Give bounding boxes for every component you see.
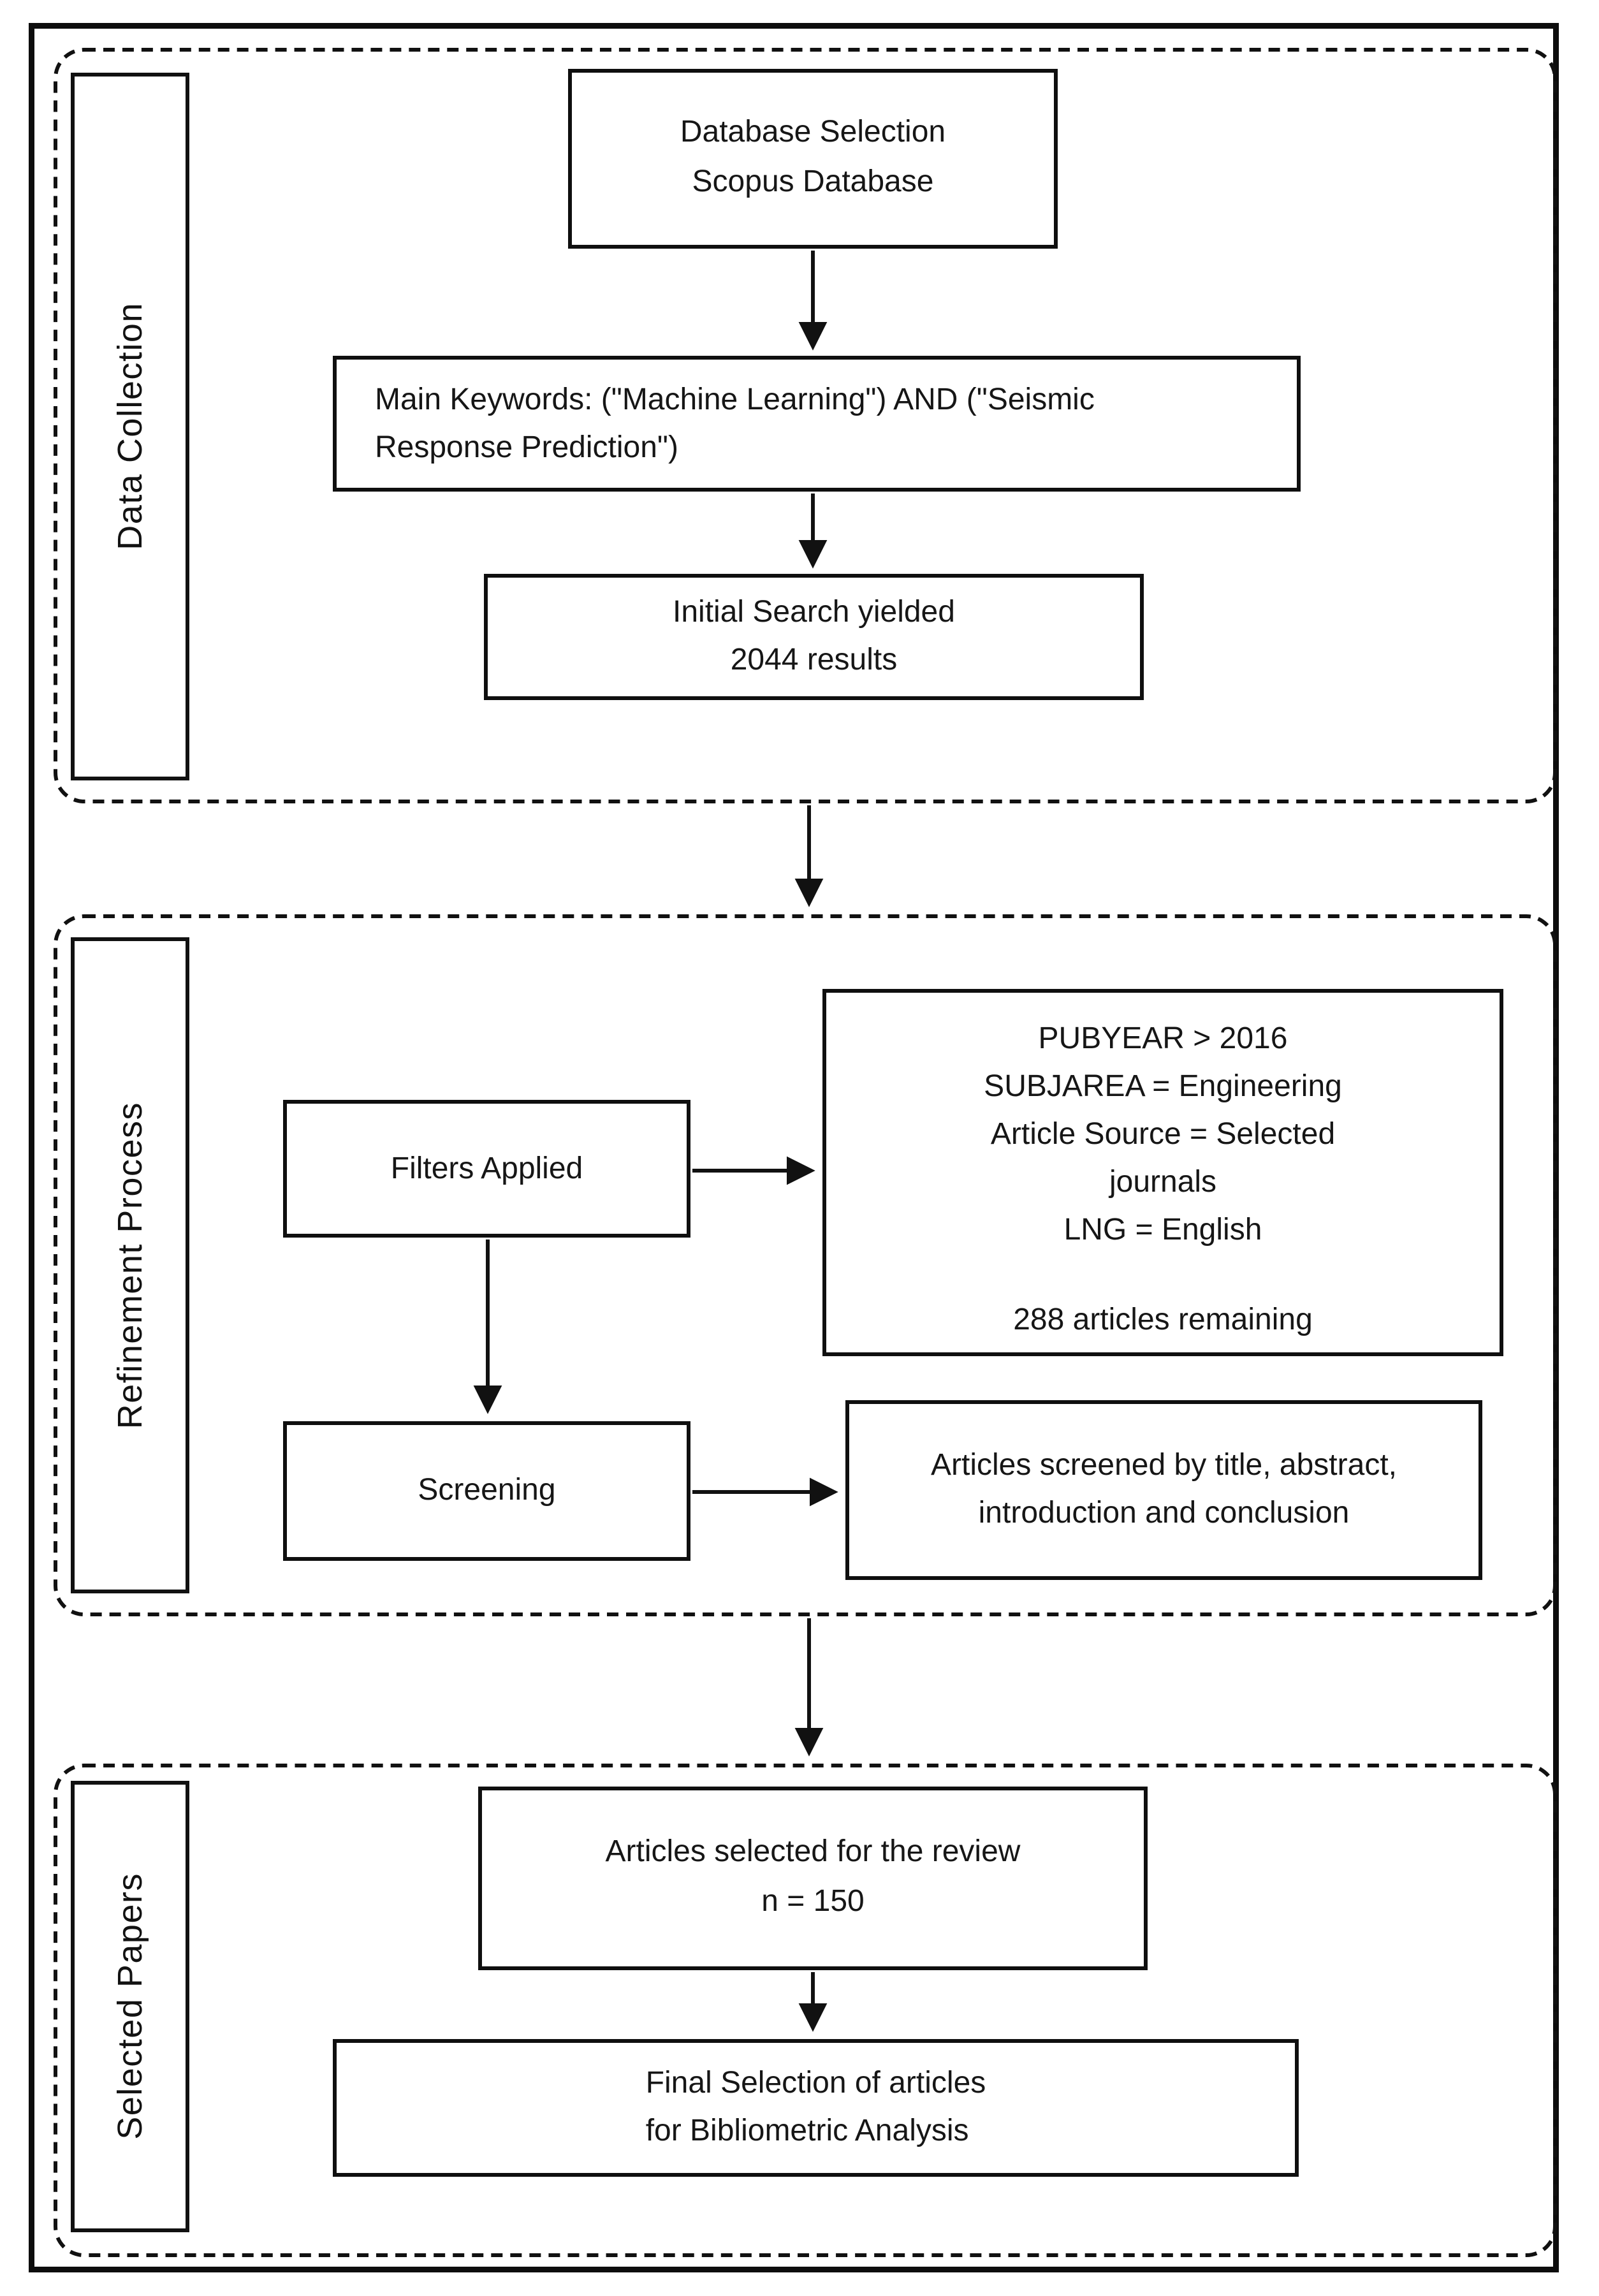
phase-label-refinement-process [71,937,189,1593]
box-articles-selected [478,1787,1148,1970]
box-line: LNG = English [1063,1215,1262,1247]
box-line: Screening [418,1475,556,1507]
box-line: Filters Applied [390,1152,583,1185]
box-line: Article Source = Selected [990,1119,1336,1152]
box-screening-detail [845,1400,1482,1580]
articles-remaining-count: 288 articles remaining [1013,1305,1313,1337]
box-line: Scopus Database [692,166,934,199]
box-line: PUBYEAR > 2016 [1038,1023,1288,1056]
box-line: Initial Search yielded [673,597,955,629]
box-text-block [646,2060,986,2156]
phase-label-selected-papers [71,1781,189,2232]
phase-label-text: Data Collection [110,302,149,551]
box-line: introduction and conclusion [978,1498,1350,1530]
box-main-keywords [333,356,1301,492]
box-initial-search [484,574,1144,700]
box-line: 2044 results [730,645,898,677]
box-final-selection [333,2039,1299,2177]
phase-label-text: Selected Papers [110,1873,149,2140]
box-filter-criteria [822,989,1503,1356]
box-line: Final Selection of articles [645,2068,986,2100]
box-line: for Bibliometric Analysis [645,2116,969,2148]
box-line: journals [1109,1167,1217,1199]
box-line: SUBJAREA = Engineering [984,1071,1342,1104]
box-line: Database Selection [680,117,946,149]
box-screening [283,1421,690,1561]
box-filters-applied [283,1100,690,1238]
phase-label-data-collection [71,73,189,780]
box-line: n = 150 [761,1886,865,1919]
box-line: Response Prediction") [375,431,678,464]
box-line: Main Keywords: ("Machine Learning") AND ("Seismic [375,383,1095,416]
phase-label-text: Refinement Process [110,1101,149,1430]
box-database-selection [568,69,1058,249]
box-line: Articles screened by title, abstract, [931,1450,1397,1482]
box-line: Articles selected for the review [605,1836,1021,1869]
